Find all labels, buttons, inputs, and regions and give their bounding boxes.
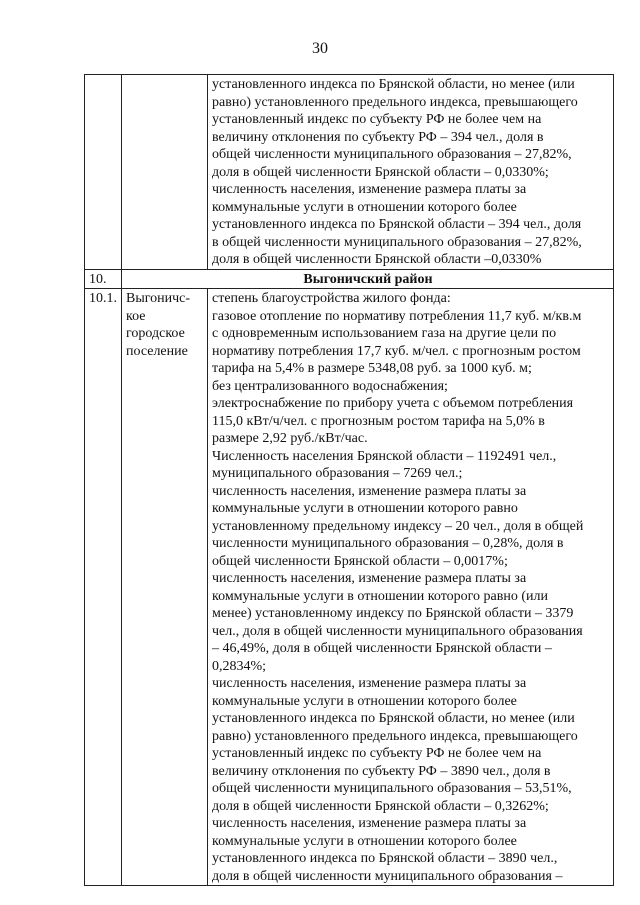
row-description — [208, 289, 614, 886]
continuation-line: равно) установленного предельного индекса, превышающего — [212, 94, 578, 110]
row-line: общей численности Брянской области – 0,0017%; — [212, 553, 508, 569]
row-line: установленному предельному индексу – 20 чел., доля в общей — [212, 518, 584, 534]
row-number: 10.1. — [85, 289, 122, 886]
row-line: Численность населения Брянской области – 1192491 чел., — [212, 448, 557, 464]
row-line: общей численности муниципального образования – 53,51%, — [212, 781, 572, 796]
section-title: Выгоничский район — [122, 269, 614, 289]
row-line: степень благоустройства жилого фонда: — [212, 291, 451, 306]
row-line: электроснабжение по прибору учета с объемом потребления — [212, 396, 574, 411]
row-line: менее) установленному индексу по Брянской области – 3379 — [212, 606, 574, 621]
continuation-line: коммунальные услуги в отношении которого более — [212, 199, 517, 215]
row-line: установленный индекс по субъекту РФ не более чем на — [212, 746, 542, 761]
continuation-line: установленный индекс по субъекту РФ не более чем на — [212, 112, 542, 127]
continuation-line: установленного индекса по Брянской области – 394 чел., доля — [212, 217, 582, 232]
page-number: 30 — [312, 40, 328, 57]
row-line: доля в общей численности Брянской области – 0,3262%; — [212, 798, 549, 814]
cell-number-empty — [85, 75, 122, 270]
cell-continuation-text — [208, 75, 614, 270]
row-line: численность населения, изменение размера платы за — [212, 571, 527, 586]
row-line: с одновременным использованием газа на другие цели по — [212, 326, 557, 341]
row-line: чел., доля в общей численности муниципального образования — [212, 623, 583, 639]
row-line: величину отклонения по субъекту РФ – 3890 чел., доля в — [212, 763, 551, 779]
row-line: коммунальные услуги в отношении которого более — [212, 833, 517, 849]
continuation-line: величину отклонения по субъекту РФ – 394 чел., доля в — [212, 129, 544, 145]
row-line: равно) установленного предельного индекса, превышающего — [212, 728, 578, 744]
row-line: – 46,49%, доля в общей численности Брянской области – — [212, 641, 552, 656]
table-row-entry — [85, 289, 614, 886]
row-line: муниципального образования – 7269 чел.; — [212, 466, 463, 481]
cell-municipality-empty — [122, 75, 208, 270]
row-line: размере 2,92 руб./кВт/час. — [212, 431, 368, 446]
continuation-line: численность населения, изменение размера платы за — [212, 182, 527, 197]
municipality-name: Выгоничс- кое городское поселение — [122, 289, 208, 886]
row-line: доля в общей численности муниципального образования – — [212, 868, 563, 884]
row-line: установленного индекса по Брянской области – 3890 чел., — [212, 851, 558, 866]
row-line: 115,0 кВт/ч/чел. с прогнозным ростом тарифа на 5,0% в — [212, 413, 545, 429]
row-line: коммунальные услуги в отношении которого равно (или — [212, 588, 548, 604]
row-line: нормативу потребления 17,7 куб. м/чел. с прогнозным ростом — [212, 343, 581, 359]
continuation-line: общей численности муниципального образования – 27,82%, — [212, 147, 572, 162]
row-line: коммунальные услуги в отношении которого более — [212, 693, 517, 709]
row-line: численность населения, изменение размера платы за — [212, 483, 527, 499]
table-row-continuation — [85, 75, 614, 270]
row-line: установленного индекса по Брянской области, но менее (или — [212, 711, 575, 726]
table-row-section — [85, 269, 614, 289]
row-line: газовое отопление по нормативу потребления 11,7 куб. м/кв.м — [212, 308, 582, 324]
row-line: численность населения, изменение размера платы за — [212, 676, 527, 691]
row-line: без централизованного водоснабжения; — [212, 378, 448, 394]
row-line: тарифа на 5,4% в размере 5348,08 руб. за 1000 куб. м; — [212, 361, 532, 376]
row-line: численность населения, изменение размера платы за — [212, 816, 527, 831]
continuation-line: доля в общей численности Брянской области –0,0330% — [212, 252, 542, 267]
row-line: численности муниципального образования – 0,28%, доля в — [212, 536, 564, 551]
row-line: 0,2834%; — [212, 658, 267, 674]
continuation-line: доля в общей численности Брянской области – 0,0330%; — [212, 164, 549, 180]
data-table — [84, 74, 614, 886]
continuation-line: в общей численности муниципального образования – 27,82%, — [212, 234, 582, 250]
continuation-line: установленного индекса по Брянской области, но менее (или — [212, 77, 575, 92]
row-line: коммунальные услуги в отношении которого равно — [212, 501, 518, 516]
section-number: 10. — [85, 269, 122, 289]
